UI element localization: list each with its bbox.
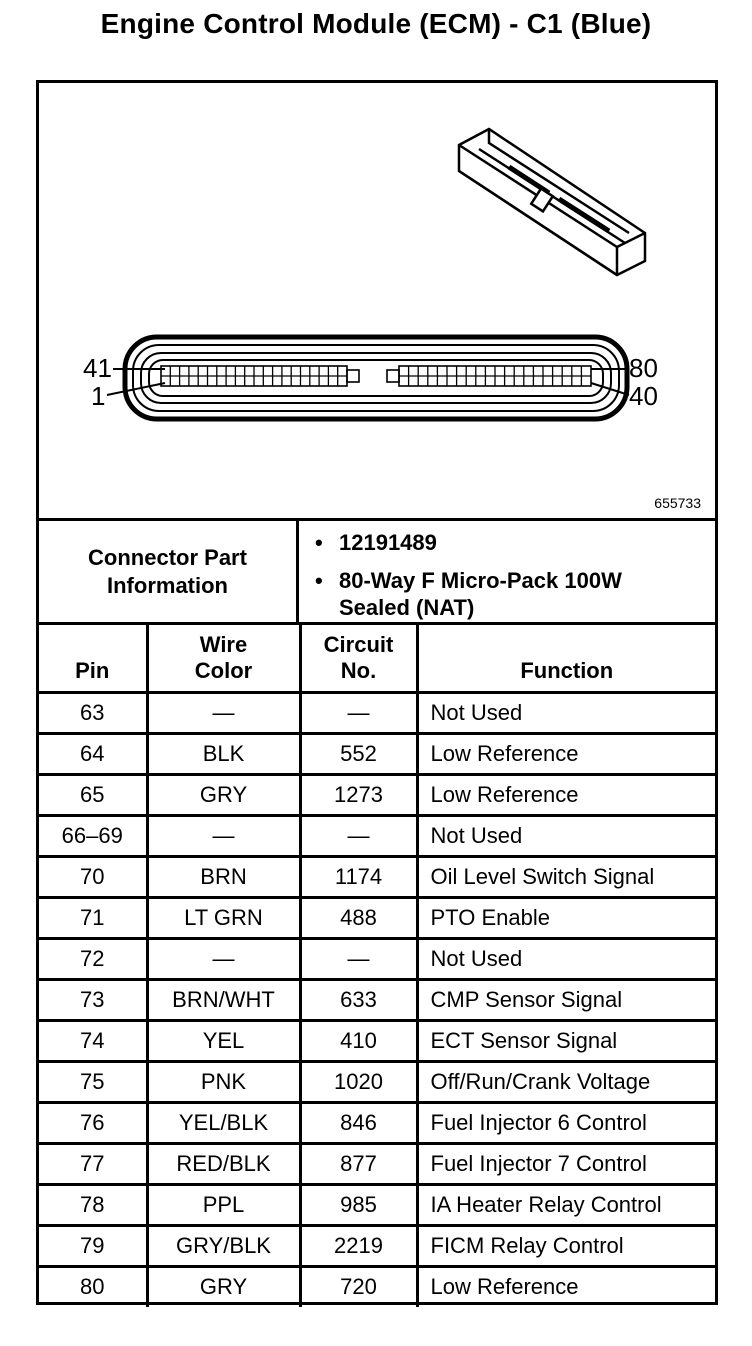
connector-3d-view [459, 129, 645, 275]
circuit-cell: 2219 [300, 1225, 417, 1266]
pin-label-1: 1 [91, 381, 106, 411]
table-row [39, 1266, 715, 1307]
function-cell: ECT Sensor Signal [417, 1020, 715, 1061]
function-cell: CMP Sensor Signal [417, 979, 715, 1020]
wire-color-cell: YEL [147, 1020, 300, 1061]
pin-cell: 63 [39, 692, 147, 733]
table-row [39, 1225, 715, 1266]
table-row [39, 1102, 715, 1143]
pin-cell: 74 [39, 1020, 147, 1061]
header-pin: Pin [39, 625, 147, 692]
function-cell: IA Heater Relay Control [417, 1184, 715, 1225]
table-row [39, 774, 715, 815]
pin-cell: 66–69 [39, 815, 147, 856]
connector-figure [39, 83, 715, 521]
figure-id: 655733 [654, 495, 701, 511]
pin-label-41: 41 [83, 353, 112, 383]
function-cell: Not Used [417, 692, 715, 733]
connector-part-info [39, 521, 715, 625]
wire-color-cell: GRY [147, 774, 300, 815]
circuit-cell: — [300, 938, 417, 979]
table-row [39, 897, 715, 938]
header-circuit-text: Circuit No. [323, 631, 394, 684]
wire-color-cell: PNK [147, 1061, 300, 1102]
pin-cell: 72 [39, 938, 147, 979]
circuit-cell: — [300, 692, 417, 733]
circuit-cell: 1273 [300, 774, 417, 815]
table-row [39, 733, 715, 774]
circuit-cell: 877 [300, 1143, 417, 1184]
part-number: • 12191489 [339, 529, 689, 557]
connector-frame [36, 80, 718, 1305]
function-cell: Off/Run/Crank Voltage [417, 1061, 715, 1102]
wire-color-cell: RED/BLK [147, 1143, 300, 1184]
wire-color-cell: — [147, 692, 300, 733]
connector-illustration [39, 83, 715, 521]
pin-cell: 78 [39, 1184, 147, 1225]
wire-color-cell: — [147, 815, 300, 856]
header-function: Function [417, 625, 715, 692]
table-header-row [39, 625, 715, 692]
function-cell: Fuel Injector 7 Control [417, 1143, 715, 1184]
function-cell: Not Used [417, 938, 715, 979]
header-circuit [300, 625, 417, 692]
function-cell: Fuel Injector 6 Control [417, 1102, 715, 1143]
pin-label-40: 40 [629, 381, 658, 411]
part-info-list [339, 529, 689, 632]
wire-color-cell: BRN [147, 856, 300, 897]
wire-color-cell: BLK [147, 733, 300, 774]
pin-cell: 76 [39, 1102, 147, 1143]
circuit-cell: 552 [300, 733, 417, 774]
circuit-cell: 985 [300, 1184, 417, 1225]
table-row [39, 856, 715, 897]
pin-cell: 75 [39, 1061, 147, 1102]
connector-face-view [125, 337, 627, 419]
wire-color-cell: PPL [147, 1184, 300, 1225]
circuit-cell: 1020 [300, 1061, 417, 1102]
pin-cell: 64 [39, 733, 147, 774]
table-row [39, 1061, 715, 1102]
pin-cell: 71 [39, 897, 147, 938]
circuit-cell: 720 [300, 1266, 417, 1307]
circuit-cell: 846 [300, 1102, 417, 1143]
circuit-cell: 1174 [300, 856, 417, 897]
function-cell: Not Used [417, 815, 715, 856]
wire-color-cell: GRY/BLK [147, 1225, 300, 1266]
table-row [39, 1184, 715, 1225]
function-cell: Oil Level Switch Signal [417, 856, 715, 897]
table-row [39, 1020, 715, 1061]
header-wire-color-text: Wire Color [194, 631, 253, 684]
circuit-cell: — [300, 815, 417, 856]
table-row [39, 692, 715, 733]
pin-cell: 70 [39, 856, 147, 897]
pin-cell: 80 [39, 1266, 147, 1307]
header-wire-color [147, 625, 300, 692]
function-cell: PTO Enable [417, 897, 715, 938]
table-row [39, 1143, 715, 1184]
function-cell: Low Reference [417, 774, 715, 815]
circuit-cell: 488 [300, 897, 417, 938]
part-info-label: Connector Part Information [39, 521, 299, 622]
wire-color-cell: YEL/BLK [147, 1102, 300, 1143]
function-cell: Low Reference [430, 1274, 579, 1300]
pin-cell: 79 [39, 1225, 147, 1266]
table-row [39, 979, 715, 1020]
circuit-cell: 633 [300, 979, 417, 1020]
pin-cell: 77 [39, 1143, 147, 1184]
function-cell: FICM Relay Control [417, 1225, 715, 1266]
pin-label-80: 80 [629, 353, 658, 383]
table-row [39, 815, 715, 856]
pinout-table [39, 625, 715, 1307]
wire-color-cell: BRN/WHT [147, 979, 300, 1020]
page-title: Engine Control Module (ECM) - C1 (Blue) [100, 8, 652, 39]
wire-color-cell: — [147, 938, 300, 979]
pin-cell: 65 [39, 774, 147, 815]
function-cell: Low Reference [417, 733, 715, 774]
wire-color-cell: LT GRN [147, 897, 300, 938]
pin-cell: 73 [39, 979, 147, 1020]
table-row [39, 938, 715, 979]
pin-cavity-lines [161, 366, 591, 386]
circuit-cell: 410 [300, 1020, 417, 1061]
pin-leader-lines [107, 369, 629, 395]
wire-color-cell: GRY [147, 1266, 300, 1307]
part-description: • 80-Way F Micro-Pack 100W Sealed (NAT) [339, 567, 689, 622]
